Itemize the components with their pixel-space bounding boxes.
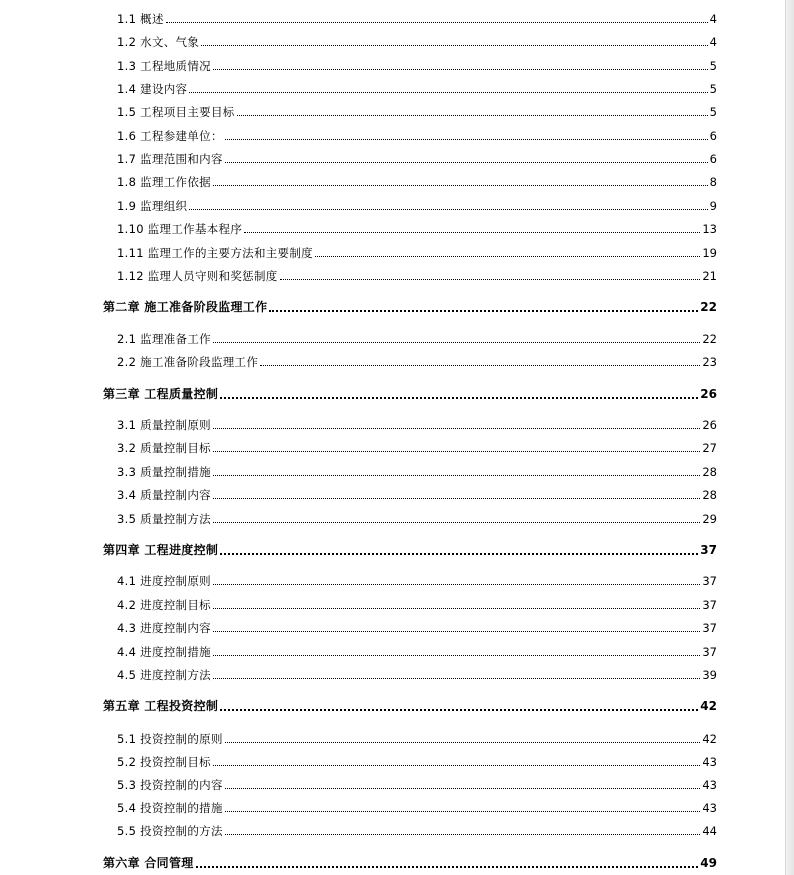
toc-chapter-title: 第三章 工程质量控制 — [103, 387, 219, 401]
toc-entry-3-4[interactable] — [117, 487, 717, 503]
dot-leader — [213, 631, 700, 632]
toc-entry-1-2[interactable] — [117, 34, 717, 50]
dot-leader — [225, 742, 701, 743]
toc-entry-page: 43 — [702, 778, 717, 792]
dot-leader — [213, 69, 708, 70]
toc-chapter-title: 第二章 施工准备阶段监理工作 — [103, 300, 268, 314]
toc-entry-title: 1.10 监理工作基本程序 — [117, 222, 243, 236]
toc-entry-3-2[interactable] — [117, 440, 717, 456]
toc-entry-page: 6 — [709, 152, 717, 166]
dot-leader — [213, 584, 700, 585]
dot-leader — [213, 428, 700, 429]
toc-entry-1-6[interactable] — [117, 128, 717, 144]
toc-entry-5-2[interactable] — [117, 754, 717, 770]
toc-entry-title: 5.3 投资控制的内容 — [117, 778, 223, 792]
toc-entry-title: 1.9 监理组织 — [117, 199, 188, 213]
dot-leader — [213, 185, 708, 186]
toc-entry-4-4[interactable] — [117, 644, 717, 660]
dot-leader — [280, 279, 701, 280]
toc-entry-page: 19 — [702, 246, 717, 260]
toc-entry-page: 28 — [702, 488, 717, 502]
toc-entry-page: 5 — [709, 59, 717, 73]
toc-entry-3-3[interactable] — [117, 464, 717, 480]
toc-entry-1-5[interactable] — [117, 104, 717, 120]
toc-entry-4-5[interactable] — [117, 667, 717, 683]
dot-leader — [237, 115, 708, 116]
toc-entry-title: 3.4 质量控制内容 — [117, 488, 211, 502]
toc-entry-3-5[interactable] — [117, 511, 717, 527]
toc-entry-title: 2.2 施工准备阶段监理工作 — [117, 355, 259, 369]
dot-leader — [201, 45, 708, 46]
toc-entry-page: 44 — [702, 824, 717, 838]
toc-entry-title: 1.1 概述 — [117, 12, 164, 26]
toc-entry-3-1[interactable] — [117, 417, 717, 433]
dot-leader — [220, 397, 698, 399]
toc-chapter-2[interactable] — [103, 299, 717, 315]
toc-chapter-3[interactable] — [103, 386, 717, 402]
toc-entry-page: 4 — [709, 12, 717, 26]
toc-entry-title: 1.12 监理人员守则和奖惩制度 — [117, 269, 278, 283]
toc-chapter-page: 26 — [700, 387, 717, 401]
toc-entry-page: 13 — [702, 222, 717, 236]
toc-entry-page: 37 — [702, 574, 717, 588]
toc-entry-title: 3.2 质量控制目标 — [117, 441, 211, 455]
dot-leader — [225, 811, 701, 812]
toc-entry-page: 43 — [702, 755, 717, 769]
dot-leader — [213, 765, 700, 766]
toc-entry-title: 5.5 投资控制的方法 — [117, 824, 223, 838]
toc-entry-title: 1.8 监理工作依据 — [117, 175, 211, 189]
toc-entry-2-2[interactable] — [117, 354, 717, 370]
toc-entry-page: 4 — [709, 35, 717, 49]
toc-chapter-4[interactable] — [103, 542, 717, 558]
toc-entry-page: 27 — [702, 441, 717, 455]
toc-entry-title: 4.1 进度控制原则 — [117, 574, 211, 588]
dot-leader — [213, 342, 700, 343]
dot-leader — [225, 162, 708, 163]
dot-leader — [225, 139, 708, 140]
dot-leader — [213, 678, 700, 679]
toc-entry-1-9[interactable] — [117, 198, 717, 214]
toc-entry-1-11[interactable] — [117, 245, 717, 261]
dot-leader — [244, 232, 700, 233]
toc-entry-page: 42 — [702, 732, 717, 746]
toc-entry-title: 3.1 质量控制原则 — [117, 418, 211, 432]
toc-entry-title: 1.6 工程参建单位： — [117, 129, 223, 143]
dot-leader — [213, 451, 700, 452]
dot-leader — [189, 209, 707, 210]
toc-entry-4-2[interactable] — [117, 597, 717, 613]
toc-entry-title: 3.3 质量控制措施 — [117, 465, 211, 479]
toc-entry-page: 37 — [702, 598, 717, 612]
toc-entry-title: 4.5 进度控制方法 — [117, 668, 211, 682]
toc-entry-title: 1.3 工程地质情况 — [117, 59, 211, 73]
toc-entry-page: 29 — [702, 512, 717, 526]
dot-leader — [189, 92, 707, 93]
toc-entry-title: 5.4 投资控制的措施 — [117, 801, 223, 815]
dot-leader — [225, 788, 701, 789]
toc-entry-1-10[interactable] — [117, 221, 717, 237]
dot-leader — [260, 365, 700, 366]
toc-chapter-page: 22 — [700, 300, 717, 314]
dot-leader — [213, 475, 700, 476]
toc-entry-1-3[interactable] — [117, 58, 717, 74]
toc-entry-page: 6 — [709, 129, 717, 143]
toc-entry-title: 4.2 进度控制目标 — [117, 598, 211, 612]
toc-entry-1-12[interactable] — [117, 268, 717, 284]
toc-entry-5-1[interactable] — [117, 731, 717, 747]
toc-chapter-page: 37 — [700, 543, 717, 557]
toc-entry-page: 9 — [709, 199, 717, 213]
toc-entry-4-3[interactable] — [117, 620, 717, 636]
toc-entry-page: 23 — [702, 355, 717, 369]
toc-entry-1-7[interactable] — [117, 151, 717, 167]
toc-entry-1-8[interactable] — [117, 174, 717, 190]
toc-entry-page: 8 — [709, 175, 717, 189]
toc-entry-page: 28 — [702, 465, 717, 479]
dot-leader — [213, 608, 700, 609]
toc-entry-page: 5 — [709, 105, 717, 119]
dot-leader — [196, 866, 699, 868]
dot-leader — [269, 310, 698, 312]
toc-chapter-5[interactable] — [103, 698, 717, 714]
toc-entry-page: 21 — [702, 269, 717, 283]
toc-entry-page: 26 — [702, 418, 717, 432]
toc-chapter-title: 第六章 合同管理 — [103, 856, 194, 870]
toc-entry-title: 1.11 监理工作的主要方法和主要制度 — [117, 246, 313, 260]
toc-entry-1-1[interactable] — [117, 11, 717, 27]
toc-entry-title: 2.1 监理准备工作 — [117, 332, 211, 346]
dot-leader — [315, 256, 700, 257]
toc-entry-title: 5.2 投资控制目标 — [117, 755, 211, 769]
toc-entry-title: 4.3 进度控制内容 — [117, 621, 211, 635]
toc-entry-2-1[interactable] — [117, 331, 717, 347]
toc-entry-title: 5.1 投资控制的原则 — [117, 732, 223, 746]
toc-entry-page: 37 — [702, 645, 717, 659]
toc-entry-page: 43 — [702, 801, 717, 815]
toc-entry-page: 37 — [702, 621, 717, 635]
toc-chapter-6[interactable] — [103, 855, 717, 871]
dot-leader — [220, 553, 698, 555]
toc-chapter-page: 42 — [700, 699, 717, 713]
toc-entry-5-3[interactable] — [117, 777, 717, 793]
toc-chapter-title: 第四章 工程进度控制 — [103, 543, 219, 557]
toc-entry-title: 1.5 工程项目主要目标 — [117, 105, 235, 119]
toc-entry-5-4[interactable] — [117, 800, 717, 816]
dot-leader — [213, 498, 700, 499]
dot-leader — [213, 522, 700, 523]
dot-leader — [220, 709, 698, 711]
toc-entry-page: 22 — [702, 332, 717, 346]
toc-entry-page: 39 — [702, 668, 717, 682]
toc-entry-title: 3.5 质量控制方法 — [117, 512, 211, 526]
toc-entry-title: 1.4 建设内容 — [117, 82, 188, 96]
toc-entry-page: 5 — [709, 82, 717, 96]
toc-entry-title: 1.7 监理范围和内容 — [117, 152, 223, 166]
dot-leader — [166, 22, 708, 23]
toc-chapter-page: 49 — [700, 856, 717, 870]
dot-leader — [225, 834, 701, 835]
toc-entry-1-4[interactable] — [117, 81, 717, 97]
toc-entry-5-5[interactable] — [117, 823, 717, 839]
toc-entry-4-1[interactable] — [117, 573, 717, 589]
toc-entry-title: 4.4 进度控制措施 — [117, 645, 211, 659]
toc-chapter-title: 第五章 工程投资控制 — [103, 699, 219, 713]
toc-entry-title: 1.2 水文、气象 — [117, 35, 200, 49]
dot-leader — [213, 655, 700, 656]
